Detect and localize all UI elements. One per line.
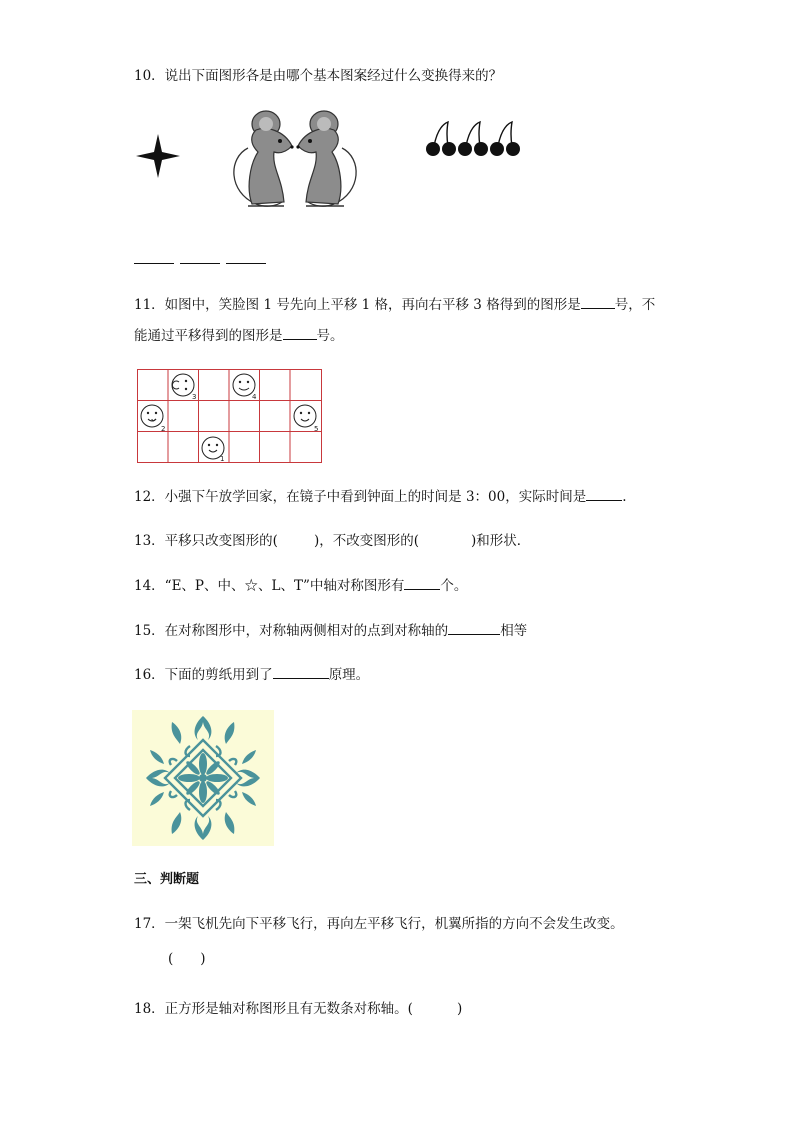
section-3-title: 三、判断题	[134, 872, 200, 887]
q12-blank[interactable]	[586, 486, 622, 501]
q17-text: 17．一架飞机先向下平移飞行，再向左平移飞行，机翼所指的方向不会发生改变。	[134, 916, 624, 932]
grid-label-5: 5	[314, 425, 319, 433]
q16-text-a: 16．下面的剪纸用到了	[134, 667, 273, 683]
q15-text-a: 15．在对称图形中，对称轴两侧相对的点到对称轴的	[134, 623, 449, 639]
q13-text-a: 13．平移只改变图形的(	[134, 533, 278, 549]
q13-text-c: )和形状．	[471, 533, 531, 549]
q15-text-b: 相等	[500, 623, 528, 639]
q11-text-b: 号，不	[614, 297, 656, 313]
smiley-grid	[137, 369, 323, 465]
q11-line-1	[134, 294, 655, 315]
q11-blank-1[interactable]	[581, 294, 615, 309]
q15-line	[134, 620, 527, 641]
mice-image	[226, 108, 364, 212]
q13-text-b: )，不改变图形的(	[313, 533, 419, 549]
q12-text-b: .	[622, 489, 627, 505]
grid-label-4: 4	[252, 393, 257, 401]
q14-line	[134, 575, 467, 596]
grid-label-2: 2	[161, 425, 166, 433]
q11-blank-2[interactable]	[283, 325, 317, 340]
q16-blank[interactable]	[273, 664, 329, 679]
q16-line	[134, 664, 369, 685]
q18-text-b: )	[456, 1001, 463, 1017]
q12-line	[134, 486, 627, 507]
q17-answer-paren[interactable]: ( )	[168, 951, 206, 967]
q11-line-2	[134, 325, 344, 346]
q11-text-c: 能通过平移得到的图形是	[134, 328, 283, 344]
q18-text-a: 18．正方形是轴对称图形且有无数条对称轴。(	[134, 1001, 413, 1017]
q11-text-a: 11．如图中，笑脸图 1 号先向上平移 1 格，再向右平移 3 格得到的图形是	[134, 297, 581, 313]
q11-text-d: 号。	[316, 328, 344, 344]
cherries-image	[424, 118, 528, 160]
papercut-image	[132, 710, 274, 846]
star-shape-image	[134, 132, 182, 180]
q10-answer-blank-2[interactable]	[180, 263, 220, 264]
grid-label-1: 1	[220, 455, 225, 463]
q10-answer-blank-3[interactable]	[226, 263, 266, 264]
grid-label-3: 3	[192, 393, 197, 401]
q12-text-a: 12．小强下午放学回家，在镜子中看到钟面上的时间是 3：00，实际时间是	[134, 489, 587, 505]
q16-text-b: 原理。	[328, 667, 370, 683]
q10-text: 10．说出下面图形各是由哪个基本图案经过什么变换得来的？	[134, 68, 503, 84]
q10-answer-blank-1[interactable]	[134, 263, 174, 264]
q15-blank[interactable]	[448, 620, 500, 635]
q14-text-b: 个。	[440, 578, 468, 594]
q14-blank[interactable]	[404, 575, 440, 590]
q18-line	[134, 999, 462, 1019]
q13-line	[134, 531, 530, 551]
q14-text-a: 14．“E、P、中、☆、L、T”中轴对称图形有	[134, 578, 405, 594]
